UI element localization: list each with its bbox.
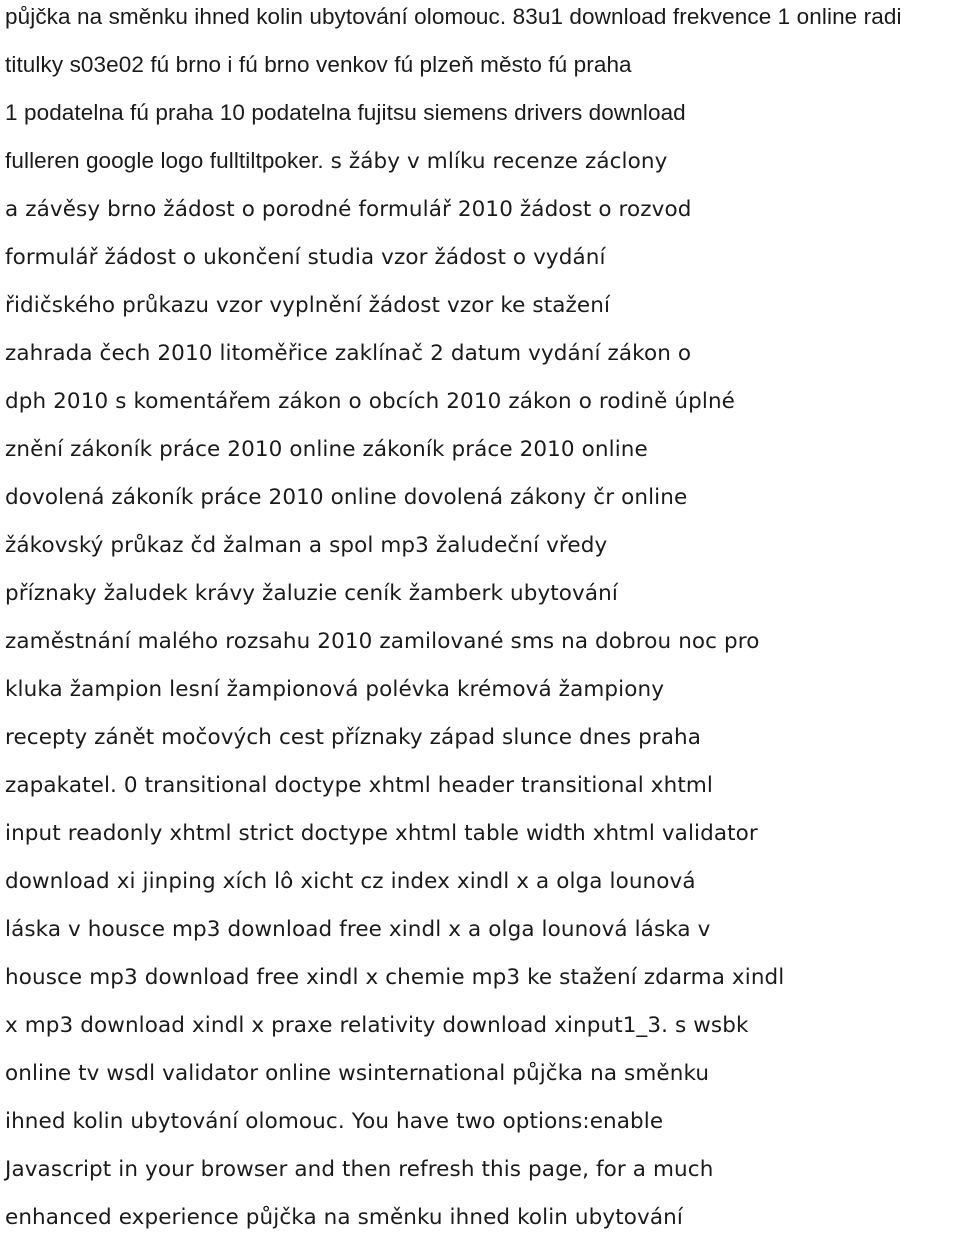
- text-segment: recepty zánět močových cest příznaky západ slunce dnes praha: [5, 725, 702, 750]
- text-segment: Javascript in your browser and then refresh this page, for a much: [5, 1157, 714, 1182]
- text-line-12: [5, 530, 607, 561]
- text-segment: titulky s03e02 fú brno i fú brno venkov fú plzeň město fú praha: [5, 52, 632, 77]
- text-line-17: [5, 770, 713, 801]
- text-segment: ihned kolin ubytování olomouc. You have two options:enable: [5, 1109, 664, 1134]
- text-line-7: [5, 290, 610, 321]
- text-segment: příznaky žaludek krávy žaluzie ceník žamberk ubytování: [5, 581, 618, 606]
- text-line-1: [5, 2, 902, 32]
- text-segment: zahrada čech 2010 litoměřice zaklínač 2 datum vydání zákon o: [5, 341, 692, 366]
- text-segment: řidičského průkazu vzor vyplnění žádost vzor ke stažení: [5, 293, 611, 318]
- text-segment: input readonly xhtml strict doctype xhtml table width xhtml validator: [5, 821, 758, 846]
- text-line-8: [5, 338, 691, 369]
- text-line-24: [5, 1106, 663, 1137]
- text-line-11: [5, 482, 687, 513]
- text-segment: 0 transitional doctype xhtml header transitional xhtml: [117, 773, 713, 798]
- text-line-18: [5, 818, 758, 849]
- text-segment: 1 podatelna fú praha 10 podatelna fujitsu siemens drivers download: [5, 100, 686, 125]
- text-line-3: [5, 98, 686, 128]
- text-line-2: [5, 50, 632, 80]
- text-segment: x mp3 download xindl x praxe relativity download xinput1_3. s wsbk: [5, 1013, 749, 1038]
- text-line-20: [5, 914, 710, 945]
- text-segment: formulář žádost o ukončení studia vzor žádost o vydání: [5, 245, 606, 270]
- text-segment: enhanced experience půjčka na směnku ihned kolin ubytování: [5, 1205, 683, 1230]
- text-line-22: [5, 1010, 749, 1041]
- text-segment: a závěsy brno žádost o porodné formulář 2010 žádost o rozvod: [5, 197, 692, 222]
- text-line-26: [5, 1202, 683, 1233]
- text-segment: online tv wsdl validator online wsinternational půjčka na směnku: [5, 1061, 710, 1086]
- text-line-15: [5, 674, 664, 705]
- text-segment: zaměstnání malého rozsahu 2010 zamilované sms na dobrou noc pro: [5, 629, 760, 654]
- text-line-14: [5, 626, 760, 657]
- text-line-6: [5, 242, 606, 273]
- text-line-25: [5, 1154, 713, 1185]
- text-segment: s žáby v mlíku recenze záclony: [323, 149, 668, 174]
- text-segment: dph 2010 s komentářem zákon o obcích 2010 zákon o rodině úplné: [5, 389, 736, 414]
- text-segment: housce mp3 download free xindl x chemie mp3 ke stažení zdarma xindl: [5, 965, 785, 990]
- text-segment: kluka žampion lesní žampionová polévka krémová žampiony: [5, 677, 665, 702]
- text-segment: download xi jinping xích lô xicht cz index xindl x a olga lounová: [5, 869, 696, 894]
- text-line-9: [5, 386, 735, 417]
- text-line-5: [5, 194, 691, 225]
- text-segment: znění zákoník práce 2010 online zákoník práce 2010 online: [5, 437, 648, 462]
- text-segment: půjčka na směnku ihned kolin ubytování olomouc. 83u1 download frekvence 1 online radi: [5, 4, 902, 29]
- text-line-13: [5, 578, 618, 609]
- text-line-21: [5, 962, 784, 993]
- text-segment: zapakatel.: [5, 773, 117, 798]
- text-segment: láska v housce mp3 download free xindl x a olga lounová láska v: [5, 917, 711, 942]
- text-segment: fulleren google logo fulltiltpoker.: [5, 148, 324, 173]
- text-segment: dovolená zákoník práce 2010 online dovolená zákony čr online: [5, 485, 688, 510]
- text-segment: žákovský průkaz čd žalman a spol mp3 žaludeční vředy: [5, 533, 608, 558]
- text-line-4: [5, 146, 667, 177]
- text-line-16: [5, 722, 701, 753]
- text-line-10: [5, 434, 648, 465]
- text-line-23: [5, 1058, 709, 1089]
- text-line-19: [5, 866, 696, 897]
